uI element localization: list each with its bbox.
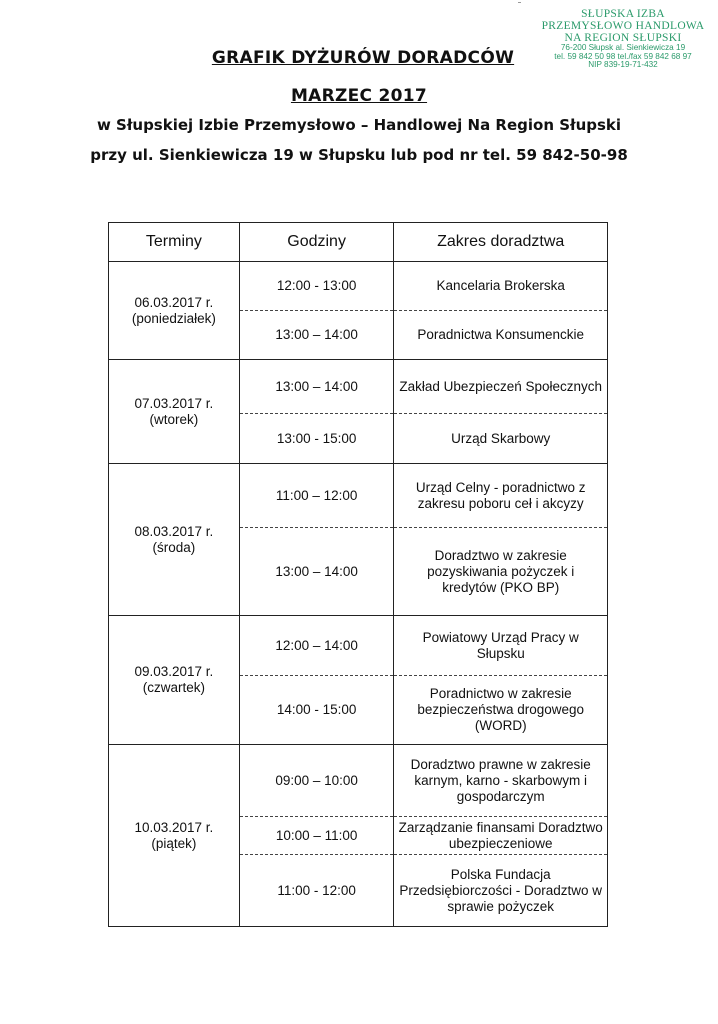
header-zakres: Zakres doradztwa bbox=[394, 223, 608, 262]
subtitle-location: w Słupskiej Izbie Przemysłowo – Handlowej Na Region Słupski bbox=[96, 116, 622, 134]
hours-cell: 09:00 – 10:00 bbox=[239, 745, 394, 817]
table-row bbox=[109, 464, 608, 528]
hours-cell: 12:00 - 13:00 bbox=[239, 262, 394, 311]
header-godziny: Godziny bbox=[239, 223, 394, 262]
stamp-mark bbox=[518, 2, 521, 3]
scope-cell: Zarządzanie finansami Doradztwo ubezpieczeniowe bbox=[394, 817, 608, 855]
date-text: 09.03.2017 r. bbox=[134, 664, 214, 679]
weekday-text: (piątek) bbox=[151, 835, 197, 851]
hours-cell: 13:00 – 14:00 bbox=[239, 528, 394, 616]
scope-cell: Zakład Ubezpieczeń Społecznych bbox=[394, 360, 608, 414]
page-title: GRAFIK DYŻURÓW DORADCÓW bbox=[211, 48, 515, 68]
date-cell bbox=[109, 360, 240, 464]
stamp-line-2: PRZEMYSŁOWO HANDLOWA bbox=[541, 20, 705, 33]
table-row bbox=[109, 262, 608, 311]
hours-cell: 11:00 – 12:00 bbox=[239, 464, 394, 528]
header-terminy: Terminy bbox=[109, 223, 240, 262]
table-row bbox=[109, 616, 608, 676]
weekday-text: (środa) bbox=[152, 539, 196, 555]
date-cell bbox=[109, 464, 240, 616]
table-header-row bbox=[109, 223, 608, 262]
scope-cell: Doradztwo w zakresie pozyskiwania pożyczek i kredytów (PKO BP) bbox=[394, 528, 608, 616]
hours-cell: 14:00 - 15:00 bbox=[239, 676, 394, 745]
date-text: 07.03.2017 r. bbox=[134, 395, 214, 411]
date-cell bbox=[109, 262, 240, 360]
stamp-line-5: tel. 59 842 50 98 tel./fax 59 842 68 97 bbox=[554, 51, 692, 61]
stamp-line-3: NA REGION SŁUPSKI bbox=[564, 32, 682, 45]
date-text: 06.03.2017 r. bbox=[134, 294, 214, 310]
date-text: 10.03.2017 r. bbox=[134, 819, 214, 835]
hours-cell: 10:00 – 11:00 bbox=[239, 817, 394, 855]
subtitle-address: przy ul. Sienkiewicza 19 w Słupsku lub pod nr tel. 59 842-50-98 bbox=[90, 146, 628, 164]
scope-cell: Urząd Celny - poradnictwo z zakresu poboru ceł i akcyzy bbox=[394, 464, 608, 528]
weekday-text: (poniedziałek) bbox=[131, 310, 216, 326]
date-text: 08.03.2017 r. bbox=[134, 523, 214, 539]
stamp-line-1: SŁUPSKA IZBA bbox=[581, 8, 665, 20]
scope-cell: Polska Fundacja Przedsiębiorczości - Doradztwo w sprawie pożyczek bbox=[394, 855, 608, 927]
hours-cell: 13:00 - 15:00 bbox=[239, 414, 394, 464]
scope-cell: Powiatowy Urząd Pracy w Słupsku bbox=[394, 616, 608, 676]
hours-cell: 13:00 – 14:00 bbox=[239, 360, 394, 414]
date-cell bbox=[109, 616, 240, 745]
scope-cell: Poradnictwo w zakresie bezpieczeństwa drogowego (WORD) bbox=[394, 676, 608, 745]
scope-cell: Urząd Skarbowy bbox=[394, 414, 608, 464]
scope-cell: Poradnictwa Konsumenckie bbox=[394, 311, 608, 360]
hours-cell: 13:00 – 14:00 bbox=[239, 311, 394, 360]
weekday-text: (wtorek) bbox=[149, 411, 199, 427]
hours-cell: 11:00 - 12:00 bbox=[239, 855, 394, 927]
hours-cell: 12:00 – 14:00 bbox=[239, 616, 394, 676]
scope-cell: Doradztwo prawne w zakresie karnym, karno - skarbowym i gospodarczym bbox=[394, 745, 608, 817]
page-month: MARZEC 2017 bbox=[290, 86, 428, 106]
date-cell bbox=[109, 745, 240, 927]
schedule-table bbox=[108, 222, 608, 927]
table-row bbox=[109, 745, 608, 817]
scope-cell: Kancelaria Brokerska bbox=[394, 262, 608, 311]
weekday-text: (czwartek) bbox=[142, 680, 206, 695]
stamp-line-6: NIP 839-19-71-432 bbox=[588, 60, 658, 70]
table-row bbox=[109, 360, 608, 414]
stamp-line-4: 76-200 Słupsk al. Sienkiewicza 19 bbox=[560, 43, 686, 53]
